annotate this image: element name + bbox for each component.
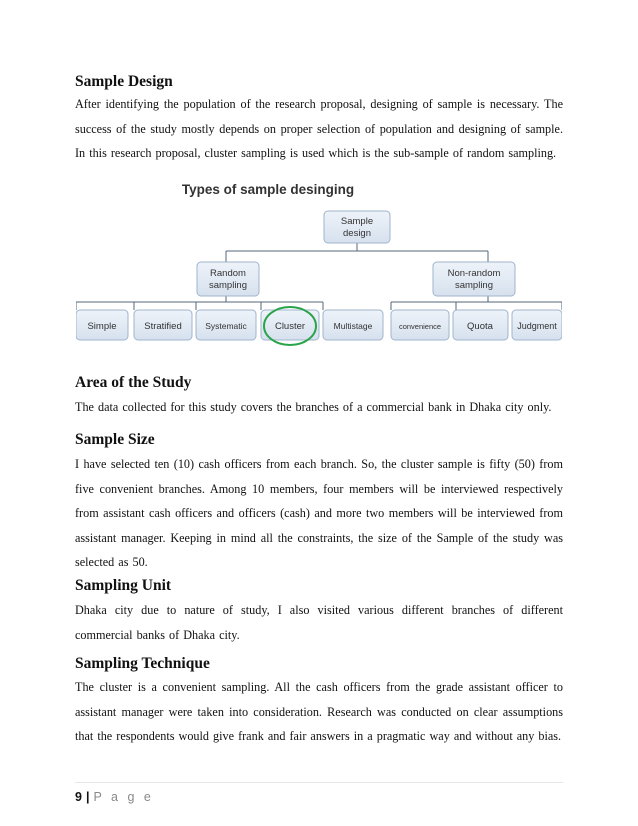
heading-sampling-unit: Sampling Unit: [75, 577, 172, 594]
node-random-line2: sampling: [208, 280, 248, 291]
leaf-stratified: [134, 310, 192, 340]
heading-sampling-technique: Sampling Technique: [75, 655, 210, 672]
footer-divider: [75, 782, 563, 783]
footer-separator: |: [85, 790, 90, 804]
paragraph-sampling-unit: Dhaka city due to nature of study, I also visited various different branches of different commercial banks of Dhaka city.: [75, 603, 563, 642]
diagram-title: Types of sample desinging: [181, 182, 355, 197]
node-nonrandom-line1: Non-random: [447, 268, 501, 279]
leaf-multistage: [323, 310, 383, 340]
leaf-quota: [453, 310, 508, 340]
svg-text:convenience: convenience: [398, 322, 442, 331]
sample-design-diagram: [76, 178, 562, 350]
paragraph-sample-size: I have selected ten (10) cash officers from each branch. So, the cluster sample is fifty (50) from five convenient branches. Among 10 members, four members will be interviewed respectively from assistant cash officers and officers (cash) and more two members will be interviewed from assistant manager. Keeping in mind all the constraints, the size of the Sample of the study was selected as 50.: [75, 457, 563, 569]
node-sample-design-line1: Sample: [340, 216, 374, 227]
paragraph-sample-design: After identifying the population of the research proposal, designing of sample is necessary. The success of the study mostly depends on proper selection of population and designing of sample. In this research proposal, cluster sampling is used which is the sub-sample of random sampling.: [75, 97, 563, 160]
leaf-systematic: [196, 310, 256, 340]
svg-text:Cluster: Cluster: [274, 321, 306, 332]
paragraph-sampling-technique: The cluster is a convenient sampling. All the cash officers from the grade assistant officer to assistant manager were taken into consideration. Research was conducted on clear assumptions that the respondents would give frank and fair answers in a pragmatic way and without any bias.: [75, 680, 563, 743]
svg-text:Multistage: Multistage: [333, 321, 373, 331]
svg-text:Judgment: Judgment: [517, 321, 557, 331]
leaf-simple: [76, 310, 128, 340]
leaf-cluster: [261, 307, 319, 345]
heading-sample-size: Sample Size: [75, 431, 155, 448]
heading-area-of-study: Area of the Study: [75, 374, 192, 391]
node-sample-design-line2: design: [343, 228, 371, 239]
svg-text:Simple: Simple: [87, 321, 117, 332]
svg-text:Quota: Quota: [467, 321, 493, 332]
leaf-judgment: [512, 310, 562, 340]
page-label: P a g e: [93, 790, 154, 804]
node-random-line1: Random: [210, 268, 246, 279]
svg-text:Stratified: Stratified: [144, 321, 182, 332]
svg-text:Systematic: Systematic: [205, 321, 247, 331]
leaf-convenience: [391, 310, 449, 340]
page-number: 9: [75, 790, 82, 804]
node-nonrandom-line2: sampling: [454, 280, 494, 291]
paragraph-area-of-study: The data collected for this study covers the branches of a commercial bank in Dhaka city only.: [75, 400, 552, 414]
page-footer: [75, 790, 154, 804]
heading-sample-design: Sample Design: [75, 73, 173, 90]
